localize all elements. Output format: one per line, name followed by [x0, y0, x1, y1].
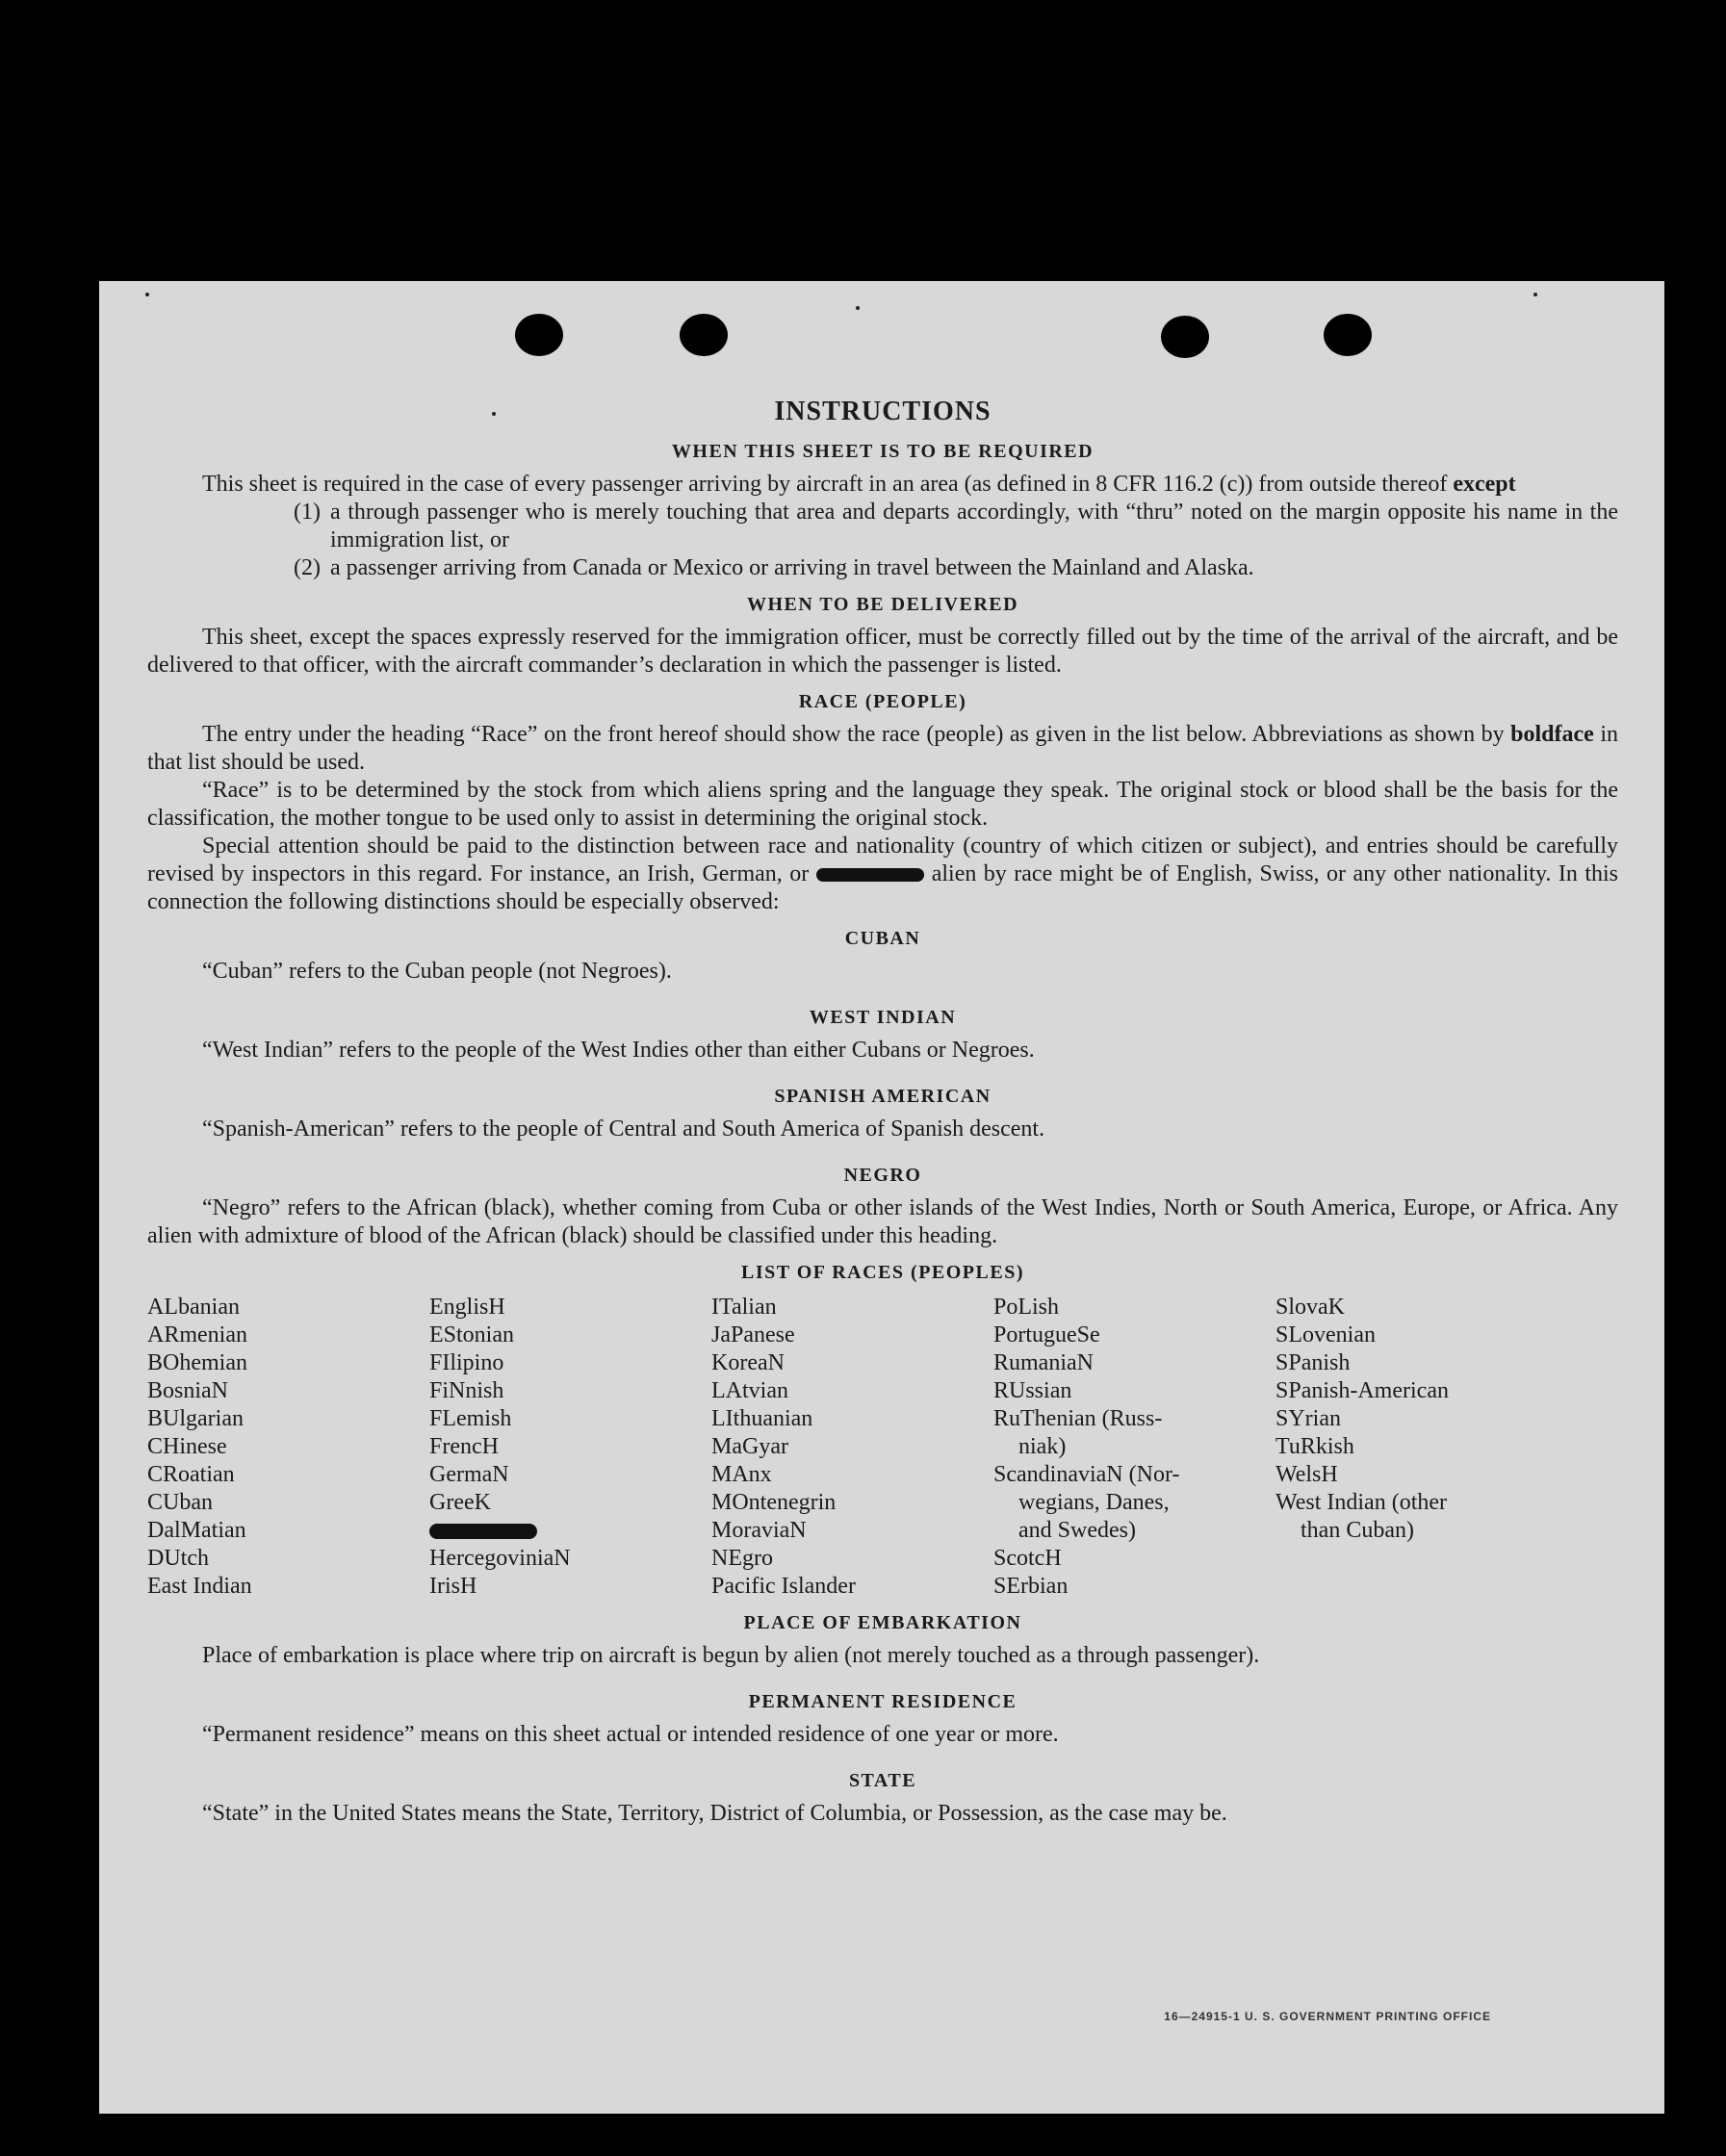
race-entry: SErbian — [993, 1574, 1069, 1599]
race-entry: TuRkish — [1275, 1434, 1354, 1459]
race-entry: BUlgarian — [147, 1406, 244, 1431]
race-entry: and Swedes) — [1018, 1518, 1136, 1543]
race-column — [147, 1294, 429, 1601]
race-entry: SPanish — [1275, 1350, 1351, 1375]
section-heading: WHEN TO BE DELIVERED — [746, 594, 1019, 615]
race-entry: CHinese — [147, 1434, 227, 1459]
race-entry: RUssian — [993, 1378, 1072, 1403]
race-entry: SYrian — [1275, 1406, 1341, 1431]
text: The entry under the heading “Race” on the front hereof should show the race (people) as given in the list below. Abbreviations as shown by — [202, 722, 1505, 747]
race-entry: WelsH — [1275, 1462, 1338, 1487]
section-heading: WEST INDIAN — [809, 1007, 957, 1028]
race-entry: CRoatian — [147, 1462, 235, 1487]
race-entry: RumaniaN — [993, 1350, 1094, 1375]
race-column — [429, 1294, 711, 1601]
section-heading: RACE (PEOPLE) — [798, 691, 967, 712]
item-text: a passenger arriving from Canada or Mexico or arriving in travel between the Mainland and Alaska. — [330, 555, 1254, 580]
paragraph: “West Indian” refers to the people of the West Indies other than either Cubans or Negroes. — [202, 1038, 1035, 1063]
punch-hole — [515, 314, 563, 356]
speck — [856, 306, 860, 310]
paragraph: “State” in the United States means the State, Territory, District of Columbia, or Possession, as the case may be. — [202, 1801, 1227, 1826]
race-entry: FrencH — [429, 1434, 499, 1459]
race-entry: ALbanian — [147, 1295, 240, 1320]
race-entry: ARmenian — [147, 1322, 247, 1348]
item-text: a through passenger who is merely touching that area and departs accordingly, with “thru” noted on the margin opposite his name in the immigration list, or — [330, 500, 1618, 552]
race-entry: RuThenian (Russ- — [993, 1406, 1163, 1431]
section-heading: SPANISH AMERICAN — [774, 1086, 992, 1107]
race-entry: HercegoviniaN — [429, 1546, 571, 1571]
instructions-content — [147, 397, 1618, 1828]
section-heading: WHEN THIS SHEET IS TO BE REQUIRED — [671, 441, 1095, 462]
page-title: INSTRUCTIONS — [774, 397, 992, 426]
redaction-mark — [429, 1524, 537, 1539]
race-entry: CUban — [147, 1490, 213, 1515]
race-entry: MoraviaN — [711, 1518, 807, 1543]
paragraph: “Negro” refers to the African (black), whether coming from Cuba or other islands of the West Indies, North or South America, Europe, or Africa. Any alien with admixture of blood of the African (black) should be classified under this heading. — [147, 1195, 1618, 1248]
bold-text: boldface — [1510, 722, 1594, 747]
paragraph: Place of embarkation is place where trip on aircraft is begun by alien (not merely touched as a through passenger). — [202, 1643, 1260, 1668]
paragraph: “Cuban” refers to the Cuban people (not Negroes). — [202, 959, 672, 984]
race-entry: West Indian (other — [1275, 1490, 1448, 1515]
list-item — [147, 554, 1618, 582]
race-entry: DalMatian — [147, 1518, 246, 1543]
race-entry: EnglisH — [429, 1295, 505, 1320]
race-entry: BosniaN — [147, 1378, 228, 1403]
printer-imprint: 16—24915-1 U. S. GOVERNMENT PRINTING OFFICE — [1164, 2010, 1491, 2023]
race-entry: FiNnish — [429, 1378, 504, 1403]
section-heading: PLACE OF EMBARKATION — [743, 1612, 1022, 1633]
paragraph: “Spanish-American” refers to the people of Central and South America of Spanish descent. — [202, 1116, 1045, 1142]
race-entry: EStonian — [429, 1322, 514, 1348]
paragraph: “Race” is to be determined by the stock from which aliens spring and the language they speak. The original stock or blood shall be the basis for the classification, the mother tongue to be used only to assist in determining the original stock. — [147, 778, 1618, 831]
race-column — [711, 1294, 993, 1601]
race-entry: KoreaN — [711, 1350, 785, 1375]
text: in that list should be used. — [147, 722, 1619, 775]
race-column — [993, 1294, 1275, 1601]
race-entry: wegians, Danes, — [1018, 1490, 1170, 1515]
redaction-mark — [816, 868, 924, 882]
text: This sheet is required in the case of every passenger arriving by aircraft in an area (as defined in 8 CFR 116.2 (c)) from outside thereof — [202, 472, 1448, 497]
race-entry: MOntenegrin — [711, 1490, 837, 1515]
race-entry: GermaN — [429, 1462, 509, 1487]
paragraph — [147, 471, 1618, 499]
race-list — [147, 1294, 1618, 1601]
speck — [1533, 293, 1537, 296]
race-column — [1275, 1294, 1558, 1601]
section-heading: STATE — [848, 1770, 917, 1791]
race-entry: ScandinaviaN (Nor- — [993, 1462, 1180, 1487]
race-entry: PoLish — [993, 1295, 1060, 1320]
race-entry: FIlipino — [429, 1350, 504, 1375]
race-entry: PortugueSe — [993, 1322, 1100, 1348]
race-entry: DUtch — [147, 1546, 209, 1571]
paragraph — [147, 721, 1618, 777]
paragraph: This sheet, except the spaces expressly reserved for the immigration officer, must be correctly filled out by the time of the arrival of the aircraft, and be delivered to that officer, with the aircraft commander’s declaration in which the passenger is listed. — [147, 625, 1618, 678]
text: Special attention should be paid to the distinction between race and nationality (country of which citizen or subject), and entries should be carefully revised by inspectors in this regard. For instance, an Irish, German, or — [147, 834, 1618, 886]
race-entry: East Indian — [147, 1574, 252, 1599]
race-entry: FLemish — [429, 1406, 512, 1431]
race-entry: BOhemian — [147, 1350, 247, 1375]
punch-hole — [680, 314, 728, 356]
race-entry: IrisH — [429, 1574, 477, 1599]
race-entry: MaGyar — [711, 1434, 788, 1459]
section-heading: NEGRO — [843, 1165, 922, 1186]
race-entry: SLovenian — [1275, 1322, 1376, 1348]
race-entry: than Cuban) — [1301, 1518, 1414, 1543]
speck — [145, 293, 149, 296]
race-entry: JaPanese — [711, 1322, 795, 1348]
race-entry: Pacific Islander — [711, 1574, 856, 1599]
section-heading: LIST OF RACES (PEOPLES) — [740, 1262, 1024, 1283]
race-entry: MAnx — [711, 1462, 772, 1487]
race-entry: SlovaK — [1275, 1295, 1345, 1320]
race-entry: LIthuanian — [711, 1406, 813, 1431]
paragraph: “Permanent residence” means on this sheet actual or intended residence of one year or more. — [202, 1722, 1059, 1747]
race-entry: ScotcH — [993, 1546, 1062, 1571]
item-number: (2) — [294, 555, 321, 580]
text: alien by race might be of English, Swiss, or any other nationality. In this connection the following distinctions should be especially observed: — [147, 861, 1619, 914]
section-heading: PERMANENT RESIDENCE — [748, 1691, 1018, 1712]
race-entry: GreeK — [429, 1490, 491, 1515]
race-entry: SPanish-American — [1275, 1378, 1449, 1403]
section-heading: CUBAN — [844, 928, 921, 949]
race-entry-redacted — [429, 1517, 711, 1545]
list-item — [147, 499, 1618, 554]
race-entry: ITalian — [711, 1295, 777, 1320]
document-sheet — [99, 281, 1664, 2114]
punch-hole — [1161, 316, 1209, 358]
race-entry: LAtvian — [711, 1378, 788, 1403]
bold-text: except — [1453, 472, 1516, 497]
punch-hole — [1324, 314, 1372, 356]
paragraph — [147, 833, 1618, 916]
race-entry: niak) — [1018, 1434, 1067, 1459]
item-number: (1) — [294, 500, 321, 525]
race-entry: NEgro — [711, 1546, 773, 1571]
